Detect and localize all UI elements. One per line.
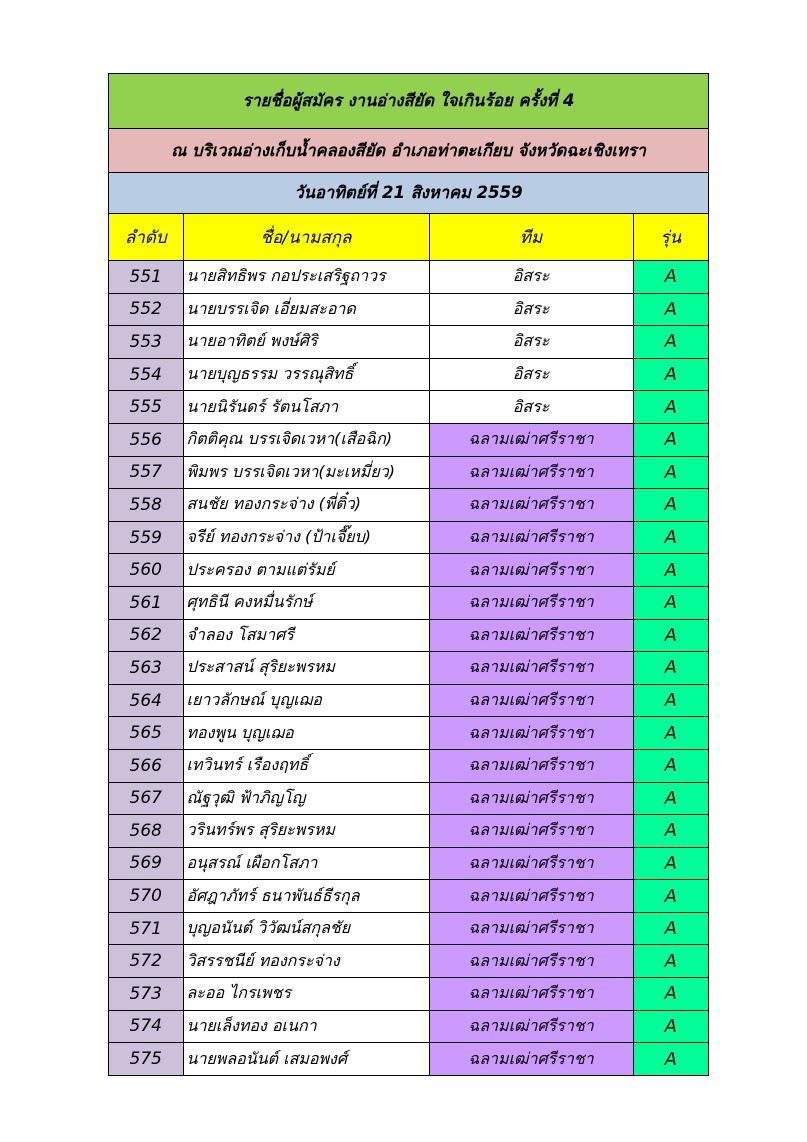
participant-table: [109, 213, 708, 1075]
team-name: ฉลามเฒ่าศรีราชา: [429, 945, 633, 978]
generation-class: A: [633, 391, 708, 424]
table-row: [109, 847, 708, 880]
participant-name: ณัฐวุฒิ ฟ้าภิญโญ: [183, 782, 429, 815]
row-number: 566: [109, 749, 183, 782]
generation-class: A: [633, 521, 708, 554]
generation-class: A: [633, 978, 708, 1011]
generation-class: A: [633, 684, 708, 717]
team-name: อิสระ: [429, 261, 633, 294]
table-row: [109, 749, 708, 782]
table-header-row: [109, 214, 708, 261]
row-number: 555: [109, 391, 183, 424]
row-number: 558: [109, 489, 183, 522]
registration-sheet: [108, 73, 709, 1076]
row-number: 565: [109, 717, 183, 750]
team-name: ฉลามเฒ่าศรีราชา: [429, 978, 633, 1011]
participant-name: ละออ ไกรเพชร: [183, 978, 429, 1011]
table-row: [109, 684, 708, 717]
row-number: 557: [109, 456, 183, 489]
generation-class: A: [633, 326, 708, 359]
participant-name: อนุสรณ์ เผือกโสภา: [183, 847, 429, 880]
participant-name: เยาวลักษณ์ บุญเฌอ: [183, 684, 429, 717]
participant-name: นายบุญธรรม วรรณุสิทธิ์: [183, 358, 429, 391]
team-name: ฉลามเฒ่าศรีราชา: [429, 423, 633, 456]
row-number: 561: [109, 586, 183, 619]
table-row: [109, 358, 708, 391]
participant-name: นายอาทิตย์ พงษ์ศิริ: [183, 326, 429, 359]
table-row: [109, 945, 708, 978]
team-name: ฉลามเฒ่าศรีราชา: [429, 554, 633, 587]
table-row: [109, 489, 708, 522]
event-location: ณ บริเวณอ่างเก็บน้ำคลองสียัด อำเภอท่าตะเกียบ จังหวัดฉะเชิงเทรา: [109, 128, 708, 172]
table-row: [109, 1043, 708, 1075]
generation-class: A: [633, 554, 708, 587]
generation-class: A: [633, 456, 708, 489]
participant-rows: [109, 261, 708, 1075]
generation-class: A: [633, 652, 708, 685]
row-number: 568: [109, 815, 183, 848]
row-number: 559: [109, 521, 183, 554]
table-row: [109, 782, 708, 815]
generation-class: A: [633, 1010, 708, 1043]
table-row: [109, 880, 708, 913]
participant-name: ศุทธินี คงหมื่นรักษ์: [183, 586, 429, 619]
table-row: [109, 326, 708, 359]
team-name: อิสระ: [429, 293, 633, 326]
row-number: 556: [109, 423, 183, 456]
participant-name: นายสิทธิพร กอประเสริฐถาวร: [183, 261, 429, 294]
participant-name: วรินทร์พร สุริยะพรหม: [183, 815, 429, 848]
generation-class: A: [633, 293, 708, 326]
participant-name: นายเล็งทอง อเนกา: [183, 1010, 429, 1043]
column-header-team: ทีม: [429, 214, 633, 261]
row-number: 575: [109, 1043, 183, 1075]
table-row: [109, 456, 708, 489]
team-name: ฉลามเฒ่าศรีราชา: [429, 880, 633, 913]
table-row: [109, 815, 708, 848]
generation-class: A: [633, 619, 708, 652]
team-name: ฉลามเฒ่าศรีราชา: [429, 782, 633, 815]
generation-class: A: [633, 586, 708, 619]
team-name: ฉลามเฒ่าศรีราชา: [429, 1010, 633, 1043]
row-number: 574: [109, 1010, 183, 1043]
column-header-gen: รุ่น: [633, 214, 708, 261]
team-name: ฉลามเฒ่าศรีราชา: [429, 717, 633, 750]
table-row: [109, 391, 708, 424]
generation-class: A: [633, 1043, 708, 1075]
generation-class: A: [633, 423, 708, 456]
row-number: 573: [109, 978, 183, 1011]
generation-class: A: [633, 847, 708, 880]
generation-class: A: [633, 489, 708, 522]
participant-name: นายบรรเจิด เอี่ยมสะอาด: [183, 293, 429, 326]
row-number: 552: [109, 293, 183, 326]
participant-name: ประสาสน์ สุริยะพรหม: [183, 652, 429, 685]
participant-name: ประครอง ตามแต่รัมย์: [183, 554, 429, 587]
table-row: [109, 978, 708, 1011]
team-name: อิสระ: [429, 391, 633, 424]
participant-name: สนชัย ทองกระจ่าง (พี่ติ๋ว): [183, 489, 429, 522]
generation-class: A: [633, 880, 708, 913]
participant-name: พิมพร บรรเจิดเวหา(มะเหมี่ยว): [183, 456, 429, 489]
table-row: [109, 586, 708, 619]
generation-class: A: [633, 358, 708, 391]
participant-name: บุญอนันต์ วิวัฒน์สกุลชัย: [183, 912, 429, 945]
row-number: 563: [109, 652, 183, 685]
row-number: 564: [109, 684, 183, 717]
table-row: [109, 652, 708, 685]
table-row: [109, 1010, 708, 1043]
participant-name: ทองพูน บุญเฌอ: [183, 717, 429, 750]
team-name: ฉลามเฒ่าศรีราชา: [429, 1043, 633, 1075]
generation-class: A: [633, 749, 708, 782]
participant-name: นายนิรันดร์ รัตนโสภา: [183, 391, 429, 424]
row-number: 554: [109, 358, 183, 391]
generation-class: A: [633, 815, 708, 848]
row-number: 553: [109, 326, 183, 359]
row-number: 570: [109, 880, 183, 913]
table-row: [109, 619, 708, 652]
row-number: 569: [109, 847, 183, 880]
generation-class: A: [633, 912, 708, 945]
table-row: [109, 912, 708, 945]
row-number: 572: [109, 945, 183, 978]
row-number: 562: [109, 619, 183, 652]
team-name: อิสระ: [429, 358, 633, 391]
event-date: วันอาทิตย์ที่ 21 สิงหาคม 2559: [109, 172, 708, 213]
team-name: ฉลามเฒ่าศรีราชา: [429, 652, 633, 685]
participant-name: จรีย์ ทองกระจ่าง (ป้าเจี๊ยบ): [183, 521, 429, 554]
team-name: ฉลามเฒ่าศรีราชา: [429, 489, 633, 522]
participant-name: วิสรรชนีย์ ทองกระจ่าง: [183, 945, 429, 978]
sheet-title: รายชื่อผู้สมัคร งานอ่างสียัด ใจเกินร้อย ครั้งที่ 4: [109, 73, 708, 128]
table-row: [109, 717, 708, 750]
participant-name: นายพลอนันต์ เสมอพงศ์: [183, 1043, 429, 1075]
table-row: [109, 554, 708, 587]
participant-name: จำลอง โสมาศรี: [183, 619, 429, 652]
team-name: ฉลามเฒ่าศรีราชา: [429, 815, 633, 848]
column-header-name: ชื่อ/นามสกุล: [183, 214, 429, 261]
column-header-no: ลำดับ: [109, 214, 183, 261]
row-number: 567: [109, 782, 183, 815]
team-name: ฉลามเฒ่าศรีราชา: [429, 586, 633, 619]
table-row: [109, 521, 708, 554]
table-row: [109, 261, 708, 294]
team-name: ฉลามเฒ่าศรีราชา: [429, 847, 633, 880]
participant-name: กิตติคุณ บรรเจิดเวหา(เสือฉิก): [183, 423, 429, 456]
team-name: ฉลามเฒ่าศรีราชา: [429, 456, 633, 489]
row-number: 551: [109, 261, 183, 294]
team-name: ฉลามเฒ่าศรีราชา: [429, 684, 633, 717]
table-row: [109, 423, 708, 456]
table-row: [109, 293, 708, 326]
generation-class: A: [633, 945, 708, 978]
team-name: ฉลามเฒ่าศรีราชา: [429, 619, 633, 652]
generation-class: A: [633, 261, 708, 294]
row-number: 571: [109, 912, 183, 945]
team-name: ฉลามเฒ่าศรีราชา: [429, 749, 633, 782]
participant-name: เทวินทร์ เรืองฤทธิ์: [183, 749, 429, 782]
team-name: อิสระ: [429, 326, 633, 359]
team-name: ฉลามเฒ่าศรีราชา: [429, 521, 633, 554]
participant-name: อัศฎาภัทร์ ธนาพันธ์ธีรกุล: [183, 880, 429, 913]
team-name: ฉลามเฒ่าศรีราชา: [429, 912, 633, 945]
generation-class: A: [633, 782, 708, 815]
generation-class: A: [633, 717, 708, 750]
row-number: 560: [109, 554, 183, 587]
